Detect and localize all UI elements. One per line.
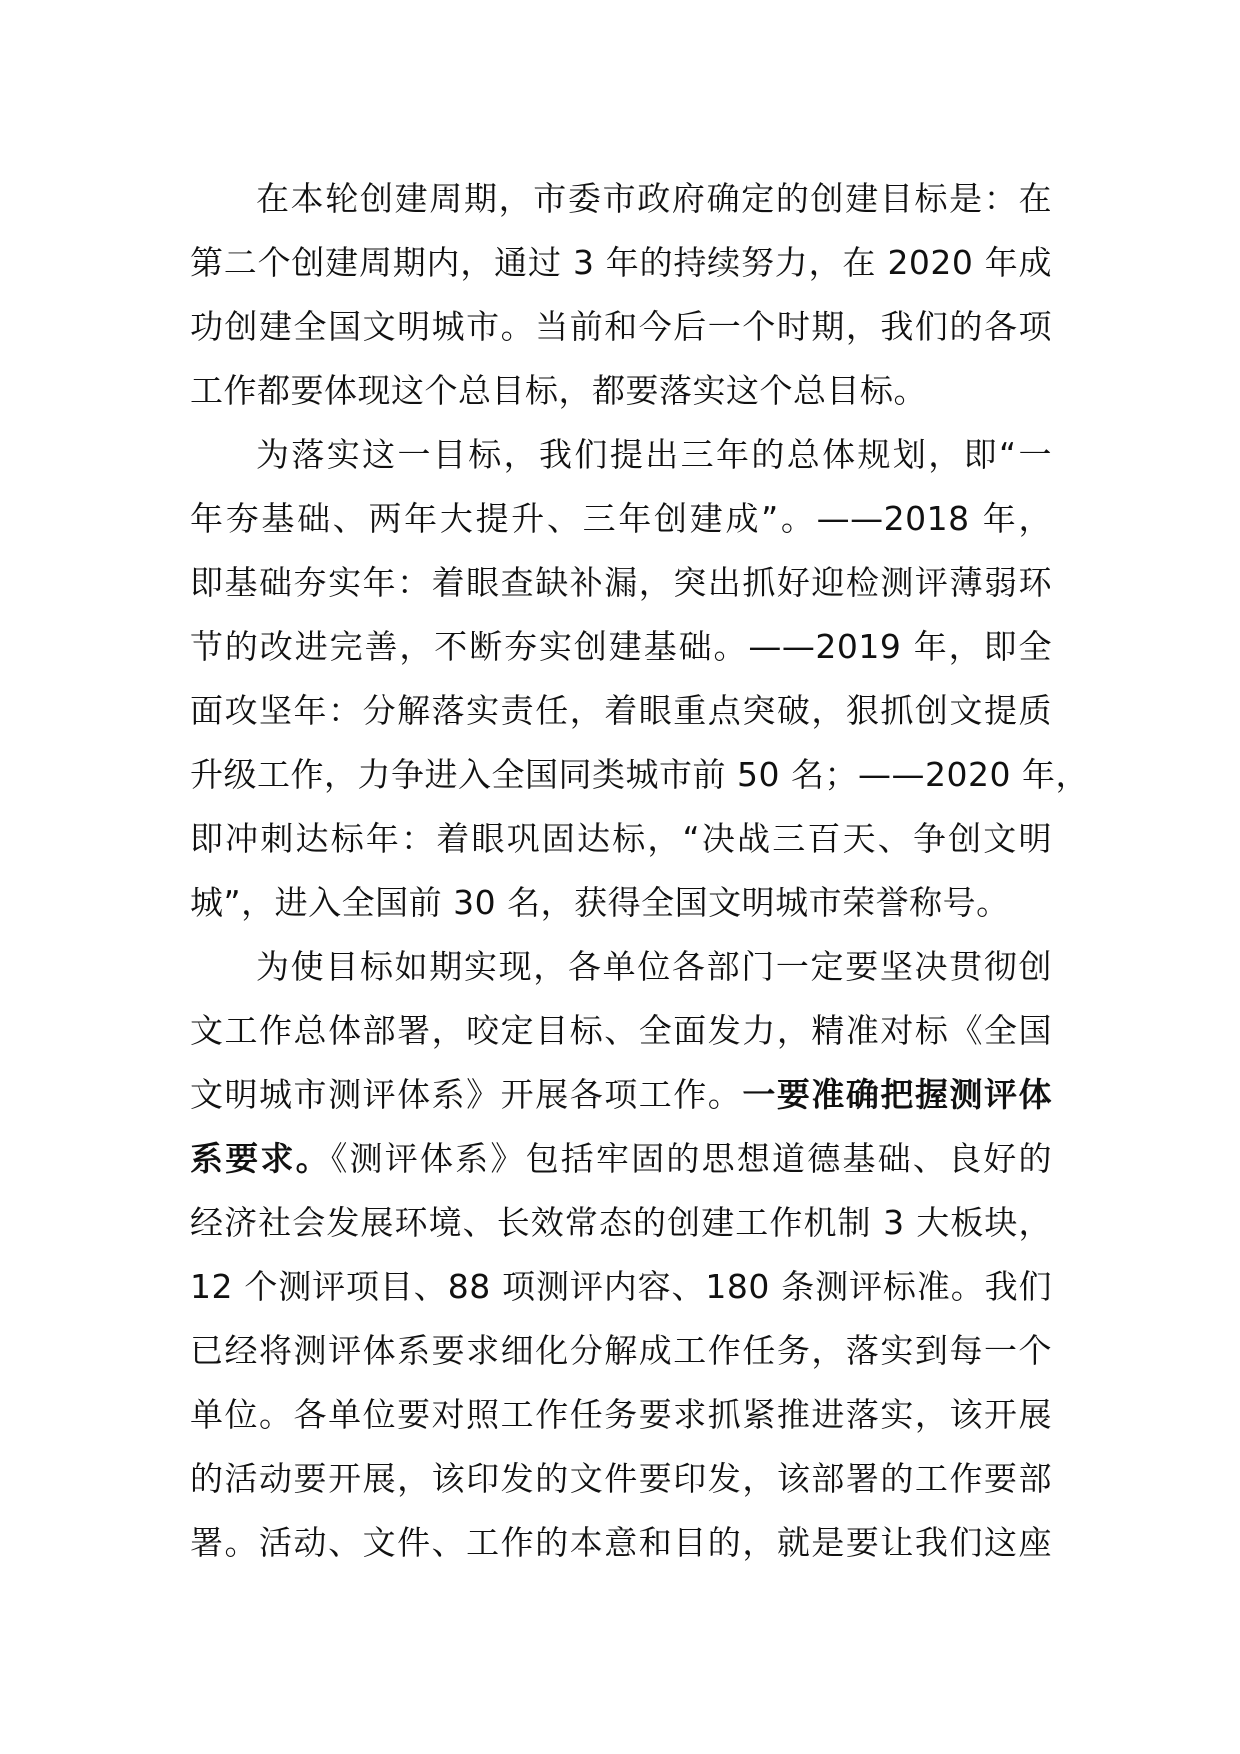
text-line [190, 1319, 1052, 1383]
bold-heading-run: 系要求。 [190, 1139, 331, 1178]
paragraph-2 [190, 423, 1089, 935]
text-line [190, 743, 1089, 807]
text-line [190, 551, 1052, 615]
text-line [190, 1447, 1052, 1511]
text-run: 年夯基础、两年大提升、三年创建成”。——2018 年， [190, 499, 1052, 538]
text-line [190, 871, 1052, 935]
paragraph-3 [190, 935, 1052, 1575]
text-run: 城”，进入全国前 30 名，获得全国文明城市荣誉称号。 [190, 883, 1010, 922]
text-line [190, 935, 1052, 999]
text-line [190, 679, 1052, 743]
text-line [190, 1063, 1052, 1127]
text-line [190, 423, 1052, 487]
text-run: 文工作总体部署，咬定目标、全面发力，精准对标《全国 [190, 1011, 1052, 1050]
text-run: 已经将测评体系要求细化分解成工作任务，落实到每一个 [190, 1331, 1052, 1370]
text-line [190, 487, 1052, 551]
text-run: 功创建全国文明城市。当前和今后一个时期，我们的各项 [190, 307, 1052, 346]
text-line [190, 615, 1052, 679]
text-line [190, 295, 1052, 359]
text-run: 《测评体系》包括牢固的思想道德基础、良好的 [330, 1139, 1053, 1178]
paragraph-1 [190, 167, 1052, 423]
text-run: 经济社会发展环境、长效常态的创建工作机制 3 大板块， [190, 1203, 1052, 1242]
text-run: 第二个创建周期内，通过 3 年的持续努力，在 2020 年成 [190, 243, 1052, 282]
text-run: 署。活动、文件、工作的本意和目的，就是要让我们这座 [190, 1523, 1052, 1562]
text-line [190, 359, 1052, 423]
bold-heading-run: 一要准确把握测评体 [742, 1075, 1053, 1114]
text-line [190, 1383, 1052, 1447]
text-run: 文明城市测评体系》开展各项工作。 [190, 1075, 743, 1114]
text-run: 单位。各单位要对照工作任务要求抓紧推进落实，该开展 [190, 1395, 1052, 1434]
text-line [190, 167, 1052, 231]
text-run: 节的改进完善，不断夯实创建基础。——2019 年，即全 [190, 627, 1052, 666]
text-line [190, 1255, 1052, 1319]
text-line [190, 1127, 1052, 1191]
text-line [190, 999, 1052, 1063]
text-run: 即基础夯实年：着眼查缺补漏，突出抓好迎检测评薄弱环 [190, 563, 1052, 602]
text-run: 即冲刺达标年：着眼巩固达标，“决战三百天、争创文明 [190, 819, 1052, 858]
text-run: 工作都要体现这个总目标，都要落实这个总目标。 [190, 371, 927, 410]
text-run: 升级工作，力争进入全国同类城市前 50 名；——2020 年， [190, 755, 1089, 794]
text-line [190, 231, 1052, 295]
text-line [190, 1511, 1052, 1575]
text-line [190, 1191, 1052, 1255]
text-run: 为落实这一目标，我们提出三年的总体规划，即“一 [256, 435, 1052, 474]
text-run: 的活动要开展，该印发的文件要印发，该部署的工作要部 [190, 1459, 1052, 1498]
text-line [190, 807, 1052, 871]
document-page [190, 167, 1089, 1575]
text-run: 12 个测评项目、88 项测评内容、180 条测评标准。我们 [190, 1267, 1052, 1306]
text-run: 为使目标如期实现，各单位各部门一定要坚决贯彻创 [256, 947, 1052, 986]
text-run: 在本轮创建周期，市委市政府确定的创建目标是：在 [256, 179, 1052, 218]
text-run: 面攻坚年：分解落实责任，着眼重点突破，狠抓创文提质 [190, 691, 1052, 730]
